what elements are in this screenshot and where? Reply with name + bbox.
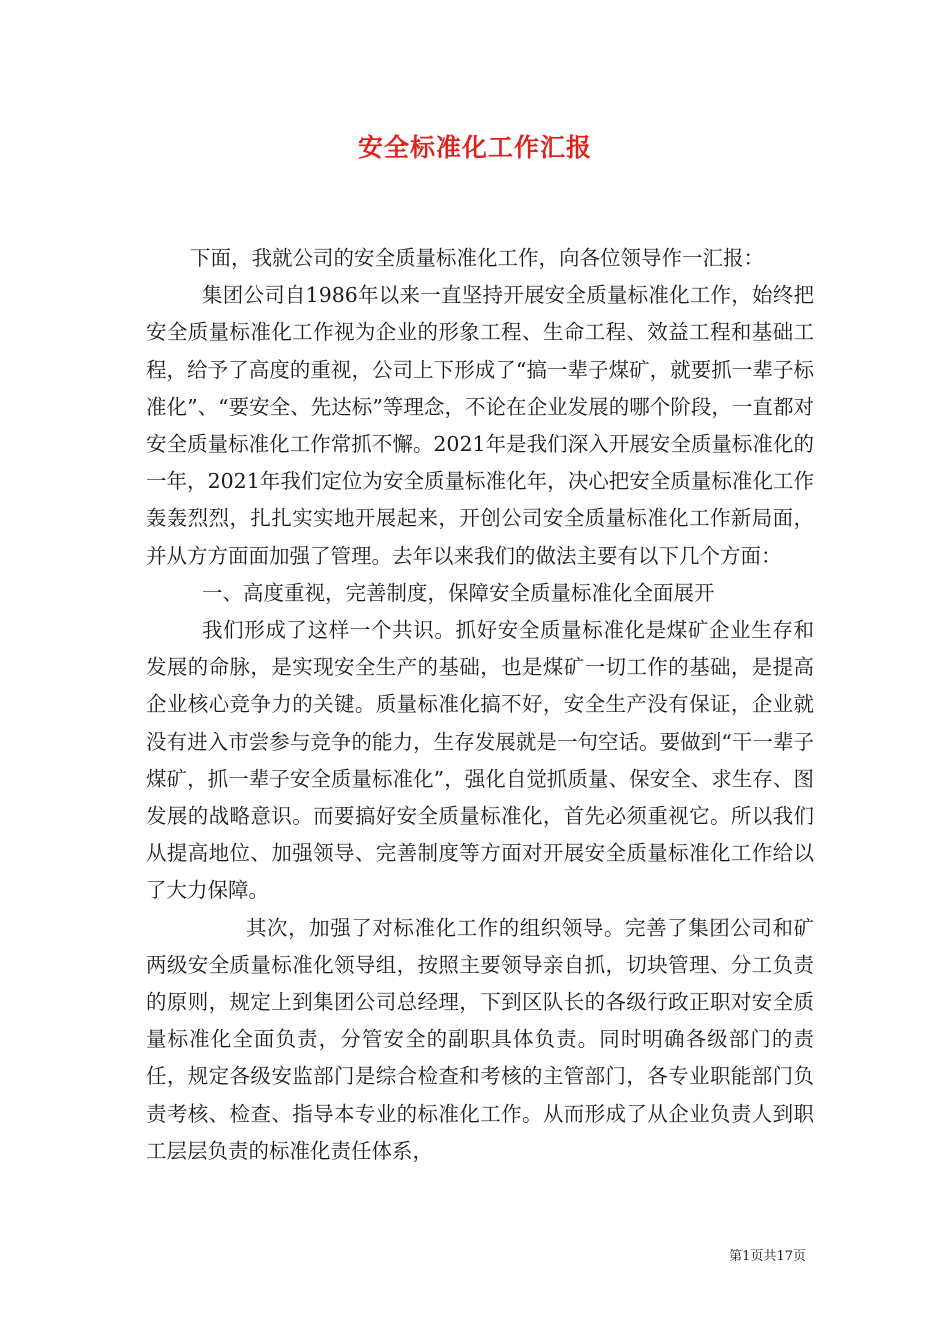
document-body — [146, 240, 814, 1170]
section-heading-1: 一、高度重视，完善制度，保障安全质量标准化全面展开 — [202, 580, 715, 605]
paragraph-intro: 下面，我就公司的安全质量标准化工作，向各位领导作一汇报： — [190, 246, 764, 270]
paragraph-consensus: 我们形成了这样一个共识。抓好安全质量标准化是煤矿企业生存和发展的命脉，是实现安全生产的基础，也是煤矿一切工作的基础，是提高企业核心竞争力的关键。质量标准化搞不好，安全生产没有保证，企业就没有进入市尝参与竞争的能力，生存发展就是一句空话。要做到“干一辈子煤矿，抓一辈子安全质量标准化”，强化自觉抓质量、保安全、求生存、图发展的战略意识。而要搞好安全质量标准化，首先必须重视它。所以我们从提高地位、加强领导、完善制度等方面对开展安全质量标准化工作给以了大力保障。 — [146, 618, 814, 903]
paragraph-overview: 集团公司自1986年以来一直坚持开展安全质量标准化工作，始终把安全质量标准化工作视为企业的形象工程、生命工程、效益工程和基础工程，给予了高度的重视，公司上下形成了“搞一辈子煤矿，就要抓一辈子标准化”、“要安全、先达标”等理念，不论在企业发展的哪个阶段，一直都对安全质量标准化工作常抓不懈。2021年是我们深入开展安全质量标准化的一年，2021年我们定位为安全质量标准化年，决心把安全质量标准化工作轰轰烈烈，扎扎实实地开展起来，开创公司安全质量标准化工作新局面，并从方方面面加强了管理。去年以来我们的做法主要有以下几个方面： — [146, 283, 814, 568]
paragraph-leadership: 其次，加强了对标准化工作的组织领导。完善了集团公司和矿两级安全质量标准化领导组，按照主要领导亲自抓，切块管理、分工负责的原则，规定上到集团公司总经理，下到区队长的各级行政正职对安全质量标准化全面负责，分管安全的副职具体负责。同时明确各级部门的责任，规定各级安监部门是综合检查和考核的主管部门，各专业职能部门负责考核、检查、指导本专业的标准化工作。从而形成了从企业负责人到职工层层负责的标准化责任体系， — [146, 915, 814, 1163]
document-title: 安全标准化工作汇报 — [357, 133, 592, 162]
page-number: 第1页共17页 — [729, 1249, 806, 1264]
